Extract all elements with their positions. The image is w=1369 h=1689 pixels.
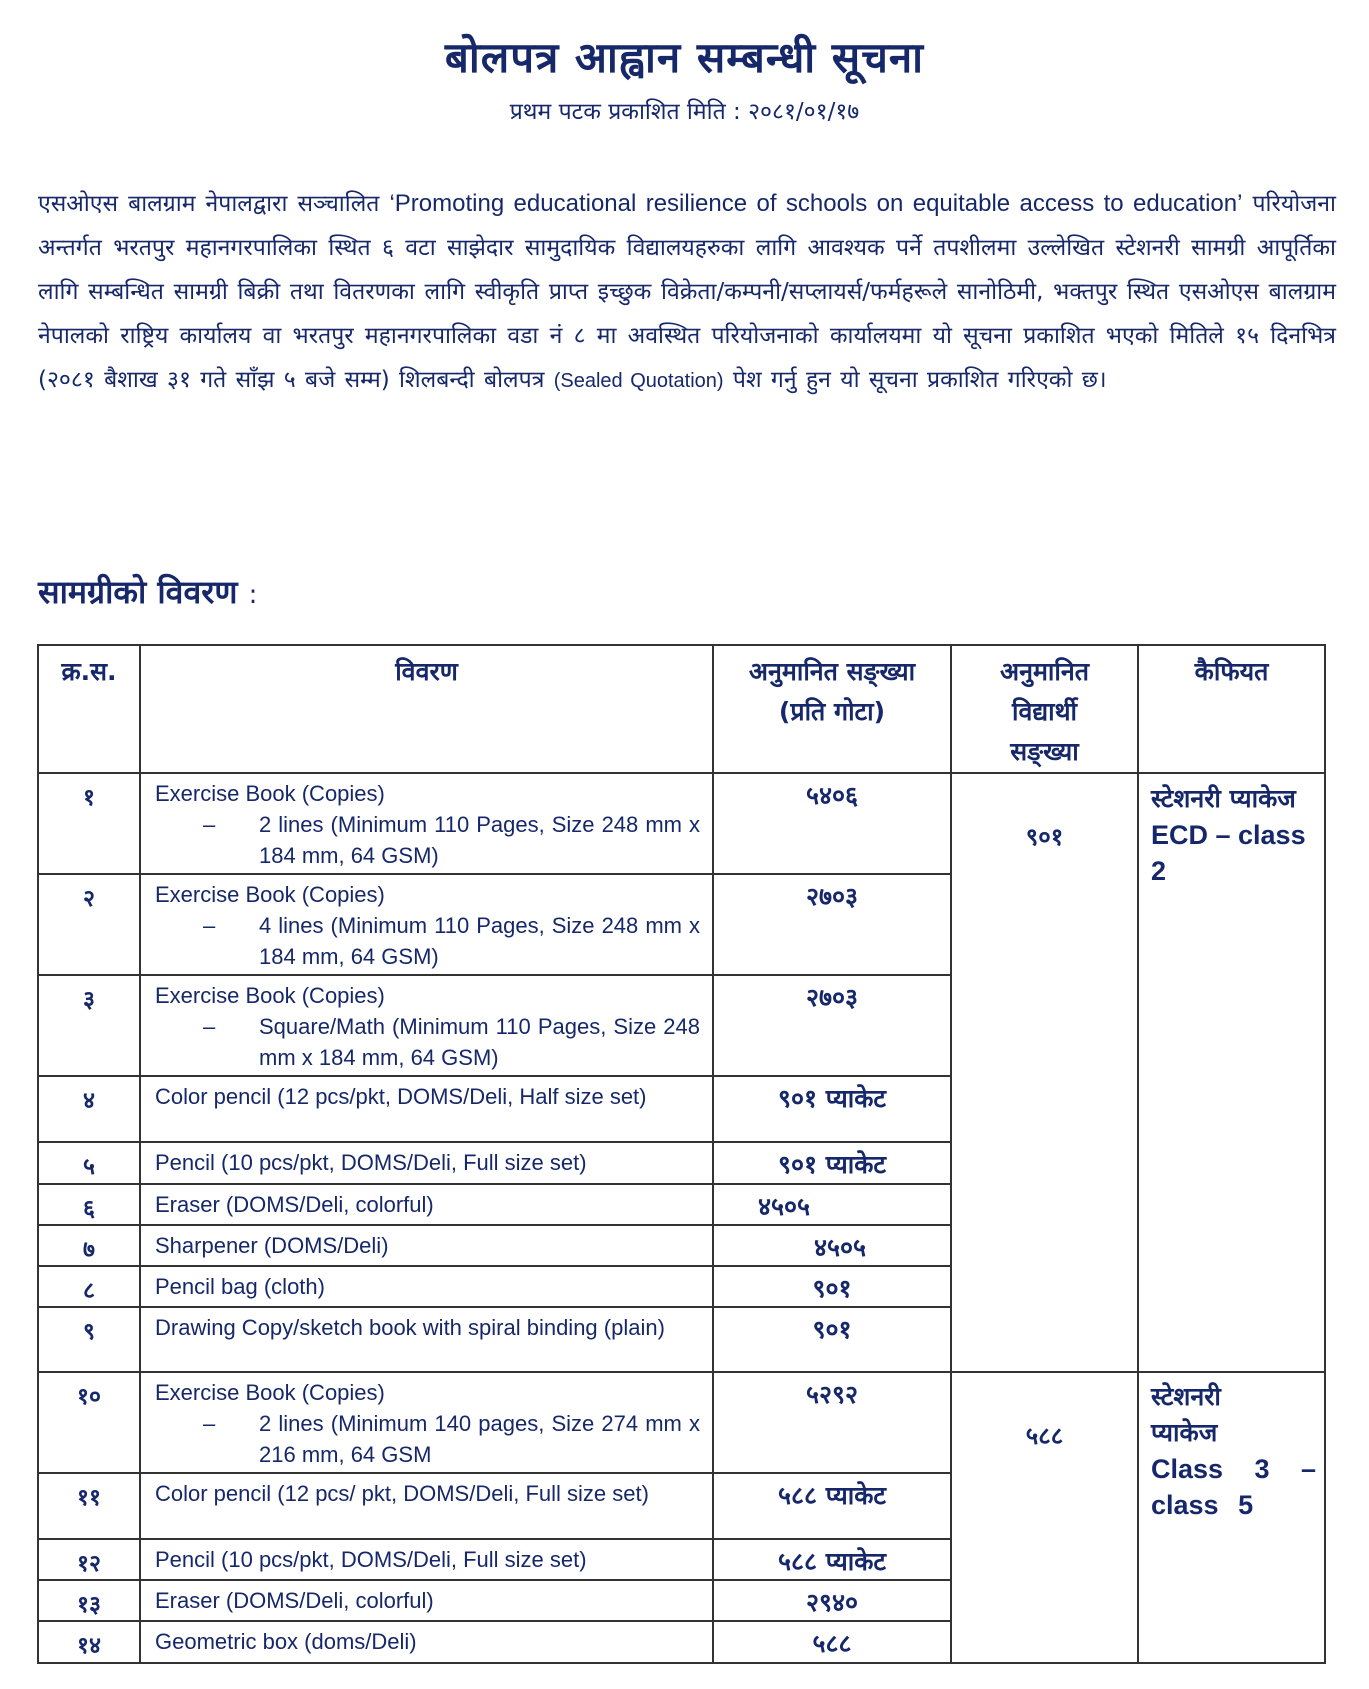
publication-date: प्रथम पटक प्रकाशित मिति : २०८१/०१/१७ — [509, 99, 860, 125]
item-name: Pencil (10 pcs/pkt, DOMS/Deli, Full size set) — [155, 1150, 587, 1175]
remarks-package-label: स्टेशनरी प्याकेज — [1151, 784, 1296, 813]
item-name: Color pencil (12 pcs/pkt, DOMS/Deli, Half size set) — [155, 1084, 647, 1109]
item-specification-text: 4 lines (Minimum 110 Pages, Size 248 mm x 184 mm, 64 GSM) — [259, 913, 700, 969]
item-name: Exercise Book (Copies) — [155, 983, 385, 1008]
item-name: Pencil (10 pcs/pkt, DOMS/Deli, Full size set) — [155, 1547, 587, 1572]
row-quantity: २७०३ — [713, 975, 951, 1076]
row-serial-number: ४ — [38, 1076, 140, 1142]
group-student-count: ५८८ — [951, 1372, 1138, 1663]
row-description — [140, 874, 713, 975]
item-specification-text: 2 lines (Minimum 110 Pages, Size 248 mm x 184 mm, 64 GSM) — [259, 812, 700, 868]
row-serial-number: ३ — [38, 975, 140, 1076]
header-quantity: अनुमानित सङ्ख्या (प्रति गोटा) — [713, 645, 951, 773]
row-description — [140, 773, 713, 874]
sub-bullet-dash: – — [203, 913, 216, 938]
row-quantity: ५२९२ — [713, 1372, 951, 1473]
row-description — [140, 975, 713, 1076]
item-specification — [155, 910, 700, 972]
row-description — [140, 1076, 713, 1142]
row-quantity: ४५०५ — [713, 1184, 951, 1225]
row-quantity: ५८८ प्याकेट — [713, 1473, 951, 1539]
item-name: Sharpener (DOMS/Deli) — [155, 1233, 389, 1258]
item-specification — [155, 809, 700, 871]
table-header-row — [38, 645, 1325, 773]
row-serial-number: १० — [38, 1372, 140, 1473]
row-description — [140, 1372, 713, 1473]
notice-body — [38, 182, 1336, 403]
row-serial-number: ६ — [38, 1184, 140, 1225]
sealed-quotation: (Sealed Quotation) — [553, 370, 724, 392]
row-quantity: २९४० — [713, 1580, 951, 1621]
sub-bullet-dash: – — [203, 812, 216, 837]
group-remarks — [1138, 1372, 1325, 1663]
row-quantity: ९०१ — [713, 1307, 951, 1372]
row-quantity: ४५०५ — [713, 1225, 951, 1266]
row-serial-number: १ — [38, 773, 140, 874]
notice-title: बोलपत्र आह्वान सम्बन्धी सूचना — [444, 33, 925, 82]
item-name: Exercise Book (Copies) — [155, 1380, 385, 1405]
section-title: सामग्रीको विवरण — [38, 573, 238, 611]
row-quantity: ५४०६ — [713, 773, 951, 874]
item-specification — [155, 1011, 700, 1073]
notice-part1: एसओएस बालग्राम नेपालद्वारा सञ्चालित — [38, 191, 390, 217]
header-description: विवरण — [140, 645, 713, 773]
row-quantity: ९०१ प्याकेट — [713, 1076, 951, 1142]
items-table — [37, 644, 1326, 1664]
item-name: Color pencil (12 pcs/ pkt, DOMS/Deli, Full size set) — [155, 1481, 649, 1506]
row-description — [140, 1142, 713, 1184]
row-description — [140, 1473, 713, 1539]
item-name: Drawing Copy/sketch book with spiral binding (plain) — [155, 1315, 665, 1340]
row-description — [140, 1225, 713, 1266]
row-serial-number: २ — [38, 874, 140, 975]
project-name: ‘Promoting educational resilience of schools on equitable access to education’ — [389, 190, 1243, 217]
row-quantity: ९०१ प्याकेट — [713, 1142, 951, 1184]
row-serial-number: ११ — [38, 1473, 140, 1539]
sub-bullet-dash: – — [203, 1411, 216, 1436]
sub-bullet-dash: – — [203, 1014, 216, 1039]
item-name: Pencil bag (cloth) — [155, 1274, 325, 1299]
group-remarks — [1138, 773, 1325, 1372]
item-specification-text: 2 lines (Minimum 140 pages, Size 274 mm x 216 mm, 64 GSM — [259, 1411, 700, 1467]
item-name: Exercise Book (Copies) — [155, 781, 385, 806]
table-row — [38, 773, 1325, 874]
notice-part3: पेश गर्नु हुन यो सूचना प्रकाशित गरिएको छ। — [723, 367, 1107, 393]
remarks-class-range: ECD – class 2 — [1151, 820, 1306, 886]
item-name: Eraser (DOMS/Deli, colorful) — [155, 1192, 434, 1217]
row-description — [140, 1580, 713, 1621]
remarks-class-range: Class 3 – class 5 — [1151, 1454, 1316, 1520]
table-row — [38, 1372, 1325, 1473]
row-serial-number: ७ — [38, 1225, 140, 1266]
item-specification — [155, 1408, 700, 1470]
row-description — [140, 1539, 713, 1580]
item-specification-text: Square/Math (Minimum 110 Pages, Size 248 mm x 184 mm, 64 GSM) — [259, 1014, 700, 1070]
row-quantity: २७०३ — [713, 874, 951, 975]
notice-part2: परियोजना अन्तर्गत भरतपुर महानगरपालिका स्थित ६ वटा साझेदार सामुदायिक विद्यालयहरुका लागि आवश्यक पर्ने तपशीलमा उल्लेखित स्टेशनरी सामग्री आपूर्तिका लागि सम्बन्धित सामग्री बिक्री तथा वितरणका लागि स्वीकृति प्राप्त इच्छुक विक्रेता/कम्पनी/सप्लायर्स/फर्महरूले सानोठिमी, भक्तपुर स्थित एसओएस बालग्राम नेपालको राष्ट्रिय कार्यालय वा भरतपुर महानगरपालिका वडा नं ८ मा अवस्थित परियोजनाको कार्यालयमा यो सूचना प्रकाशित भएको मितिले १५ दिनभित्र (२०८१ बैशाख ३१ गते साँझ ५ बजे सम्म) शिलबन्दी बोलपत्र — [38, 191, 1336, 393]
row-description — [140, 1266, 713, 1307]
item-name: Exercise Book (Copies) — [155, 882, 385, 907]
header-students: अनुमानित विद्यार्थी सङ्ख्या — [951, 645, 1138, 773]
row-serial-number: ८ — [38, 1266, 140, 1307]
section-colon: : — [248, 580, 258, 610]
group-student-count: ९०१ — [951, 773, 1138, 1372]
row-serial-number: १४ — [38, 1621, 140, 1663]
item-name: Geometric box (doms/Deli) — [155, 1629, 417, 1654]
row-serial-number: १२ — [38, 1539, 140, 1580]
row-serial-number: ५ — [38, 1142, 140, 1184]
header-sn: क्र.स. — [38, 645, 140, 773]
remarks-package-label: स्टेशनरी प्याकेज — [1151, 1382, 1221, 1447]
row-serial-number: १३ — [38, 1580, 140, 1621]
header-remarks: कैफियत — [1138, 645, 1325, 773]
item-name: Eraser (DOMS/Deli, colorful) — [155, 1588, 434, 1613]
row-description — [140, 1307, 713, 1372]
row-description — [140, 1184, 713, 1225]
row-serial-number: ९ — [38, 1307, 140, 1372]
row-quantity: ५८८ प्याकेट — [713, 1539, 951, 1580]
section-heading — [38, 568, 257, 619]
row-quantity: ५८८ — [713, 1621, 951, 1663]
row-quantity: ९०१ — [713, 1266, 951, 1307]
row-description — [140, 1621, 713, 1663]
